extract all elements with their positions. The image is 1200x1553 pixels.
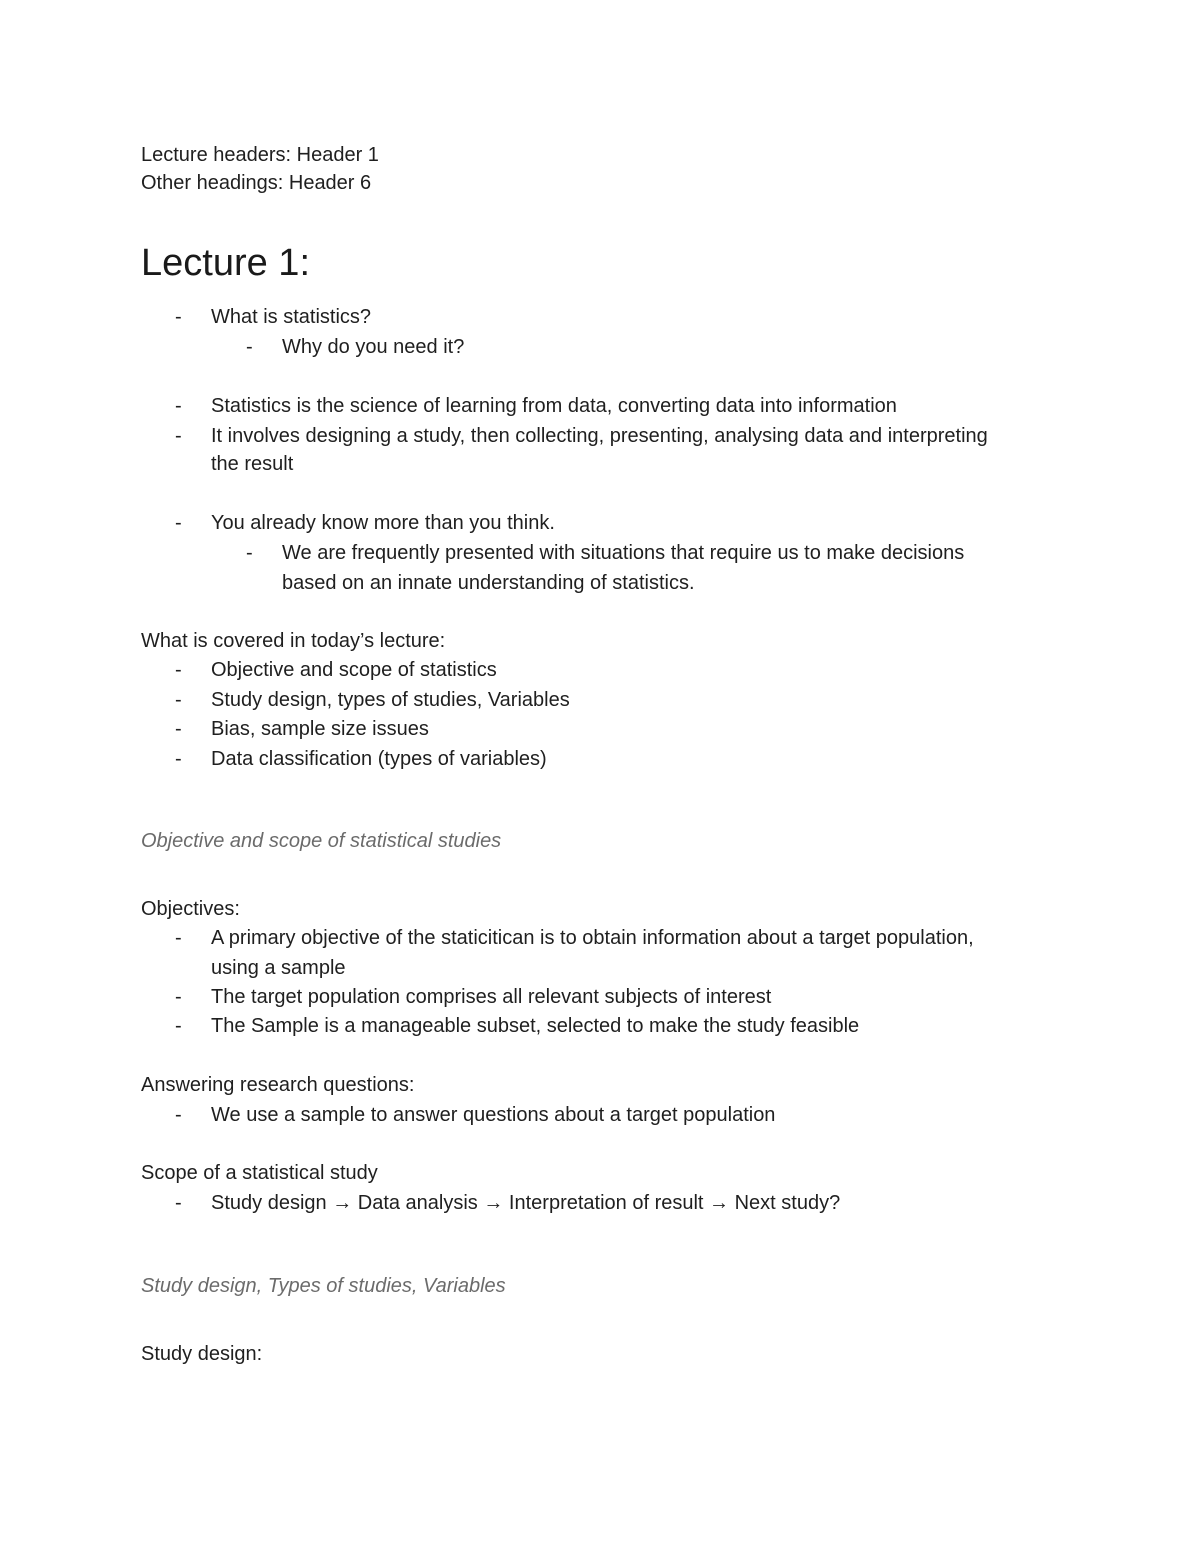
bullet-dash: - — [175, 986, 182, 1008]
list-item-text: What is statistics? — [211, 306, 372, 328]
list-item-text: It involves designing a study, then collecting, presenting, analysing data and interpreting — [211, 425, 988, 447]
lecture-title: Lecture 1: — [141, 242, 310, 284]
list-item-text: Objective and scope of statistics — [211, 659, 497, 681]
list-item-text: The target population comprises all relevant subjects of interest — [211, 986, 772, 1008]
list-item-text: Study design → Data analysis → Interpretation of result → Next study? — [211, 1192, 841, 1214]
covered-label: What is covered in today’s lecture: — [141, 630, 446, 652]
bullet-dash: - — [175, 512, 182, 534]
list-item-text: Data classification (types of variables) — [211, 748, 547, 770]
list-item-text: We use a sample to answer questions about a target population — [211, 1104, 776, 1126]
list-item-text: Bias, sample size issues — [211, 718, 429, 740]
bullet-dash: - — [175, 718, 182, 740]
bullet-dash: - — [175, 395, 182, 417]
bullet-dash: - — [175, 306, 182, 328]
bullet-dash: - — [246, 542, 253, 564]
study-design-label: Study design: — [141, 1343, 263, 1365]
bullet-dash: - — [175, 425, 182, 447]
bullet-dash: - — [175, 689, 182, 711]
list-item-text: A primary objective of the staticitican is to obtain information about a target population, — [211, 927, 974, 949]
list-item-text: the result — [211, 453, 294, 475]
research-label: Answering research questions: — [141, 1074, 415, 1096]
list-item-text: using a sample — [211, 957, 346, 979]
list-item-text: You already know more than you think. — [211, 512, 555, 534]
bullet-dash: - — [175, 1104, 182, 1126]
bullet-dash: - — [246, 336, 253, 358]
lecture-headers-note: Lecture headers: Header 1 — [141, 144, 379, 166]
bullet-dash: - — [175, 659, 182, 681]
list-item-text: We are frequently presented with situations that require us to make decisions — [282, 542, 965, 564]
bullet-dash: - — [175, 927, 182, 949]
bullet-dash: - — [175, 748, 182, 770]
scope-label: Scope of a statistical study — [141, 1162, 378, 1184]
bullet-dash: - — [175, 1192, 182, 1214]
other-headings-note: Other headings: Header 6 — [141, 172, 372, 194]
list-item-text: The Sample is a manageable subset, selected to make the study feasible — [211, 1015, 860, 1037]
section-heading: Study design, Types of studies, Variables — [141, 1275, 506, 1297]
list-item-text: Study design, types of studies, Variables — [211, 689, 570, 711]
list-item-text: Why do you need it? — [282, 336, 465, 358]
objectives-label: Objectives: — [141, 898, 240, 920]
bullet-dash: - — [175, 1015, 182, 1037]
list-item-text: based on an innate understanding of statistics. — [282, 572, 695, 594]
list-item-text: Statistics is the science of learning from data, converting data into information — [211, 395, 897, 417]
section-heading: Objective and scope of statistical studies — [141, 830, 502, 852]
